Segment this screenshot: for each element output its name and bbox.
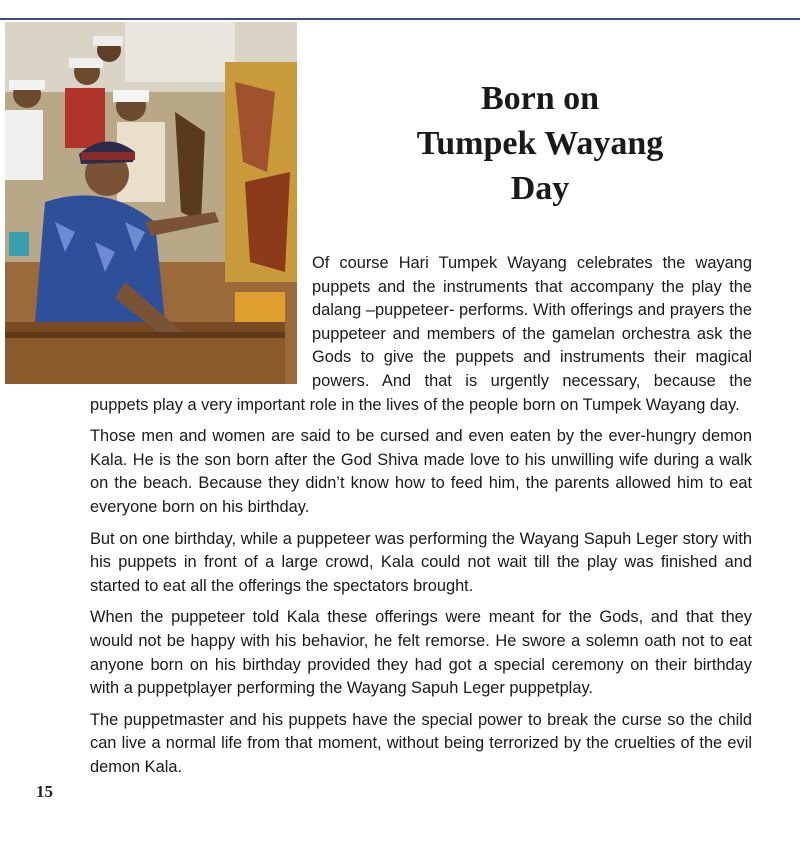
body-text (90, 252, 752, 787)
paragraph-3: But on one birthday, while a puppeteer was performing the Wayang Sapuh Leger story with his puppets in front of a large crowd, Kala could not wait till the play was finished and started to eat all the offerings the spectators brought. (90, 529, 752, 595)
title-line-3: Day (510, 170, 570, 207)
paragraph-1: Of course Hari Tumpek Wayang celebrates the wayang puppets and the instruments that accompany the play the dalang –puppeteer- performs. With offerings and prayers the puppeteer and members of the gamelan orchestra ask the Gods to give the puppets and instruments their magical powers. And that is urgently necessary, because the puppets play a very important role in the lives of the people born on Tumpek Wayang day. (90, 254, 752, 414)
title-line-1: Born on (480, 80, 600, 117)
top-rule (0, 18, 800, 20)
page-title (330, 76, 750, 211)
page-number: 15 (36, 782, 53, 801)
paragraph-4: When the puppeteer told Kala these offerings were meant for the Gods, and that they would not be happy with his behavior, he felt remorse. He swore a solemn oath not to eat anyone born on his birthday provided they had got a special ceremony on their birthday with a puppetplayer performing the Wayang Sapuh Leger puppetplay. (90, 608, 752, 698)
paragraph-2: Those men and women are said to be cursed and even eaten by the ever-hungry demon Kala. He is the son born after the God Shiva made love to his unwilling wife during a walk on the beach. Because they didn’t know how to feed him, the parents allowed him to eat everyone born on his birthday. (90, 427, 752, 516)
title-line-2: Tumpek Wayang (416, 125, 664, 162)
image-wrap-spacer (90, 252, 312, 384)
paragraph-5: The puppetmaster and his puppets have the special power to break the curse so the child can live a normal life from that moment, without being terrorized by the cruelties of the evil demon Kala. (90, 710, 752, 776)
